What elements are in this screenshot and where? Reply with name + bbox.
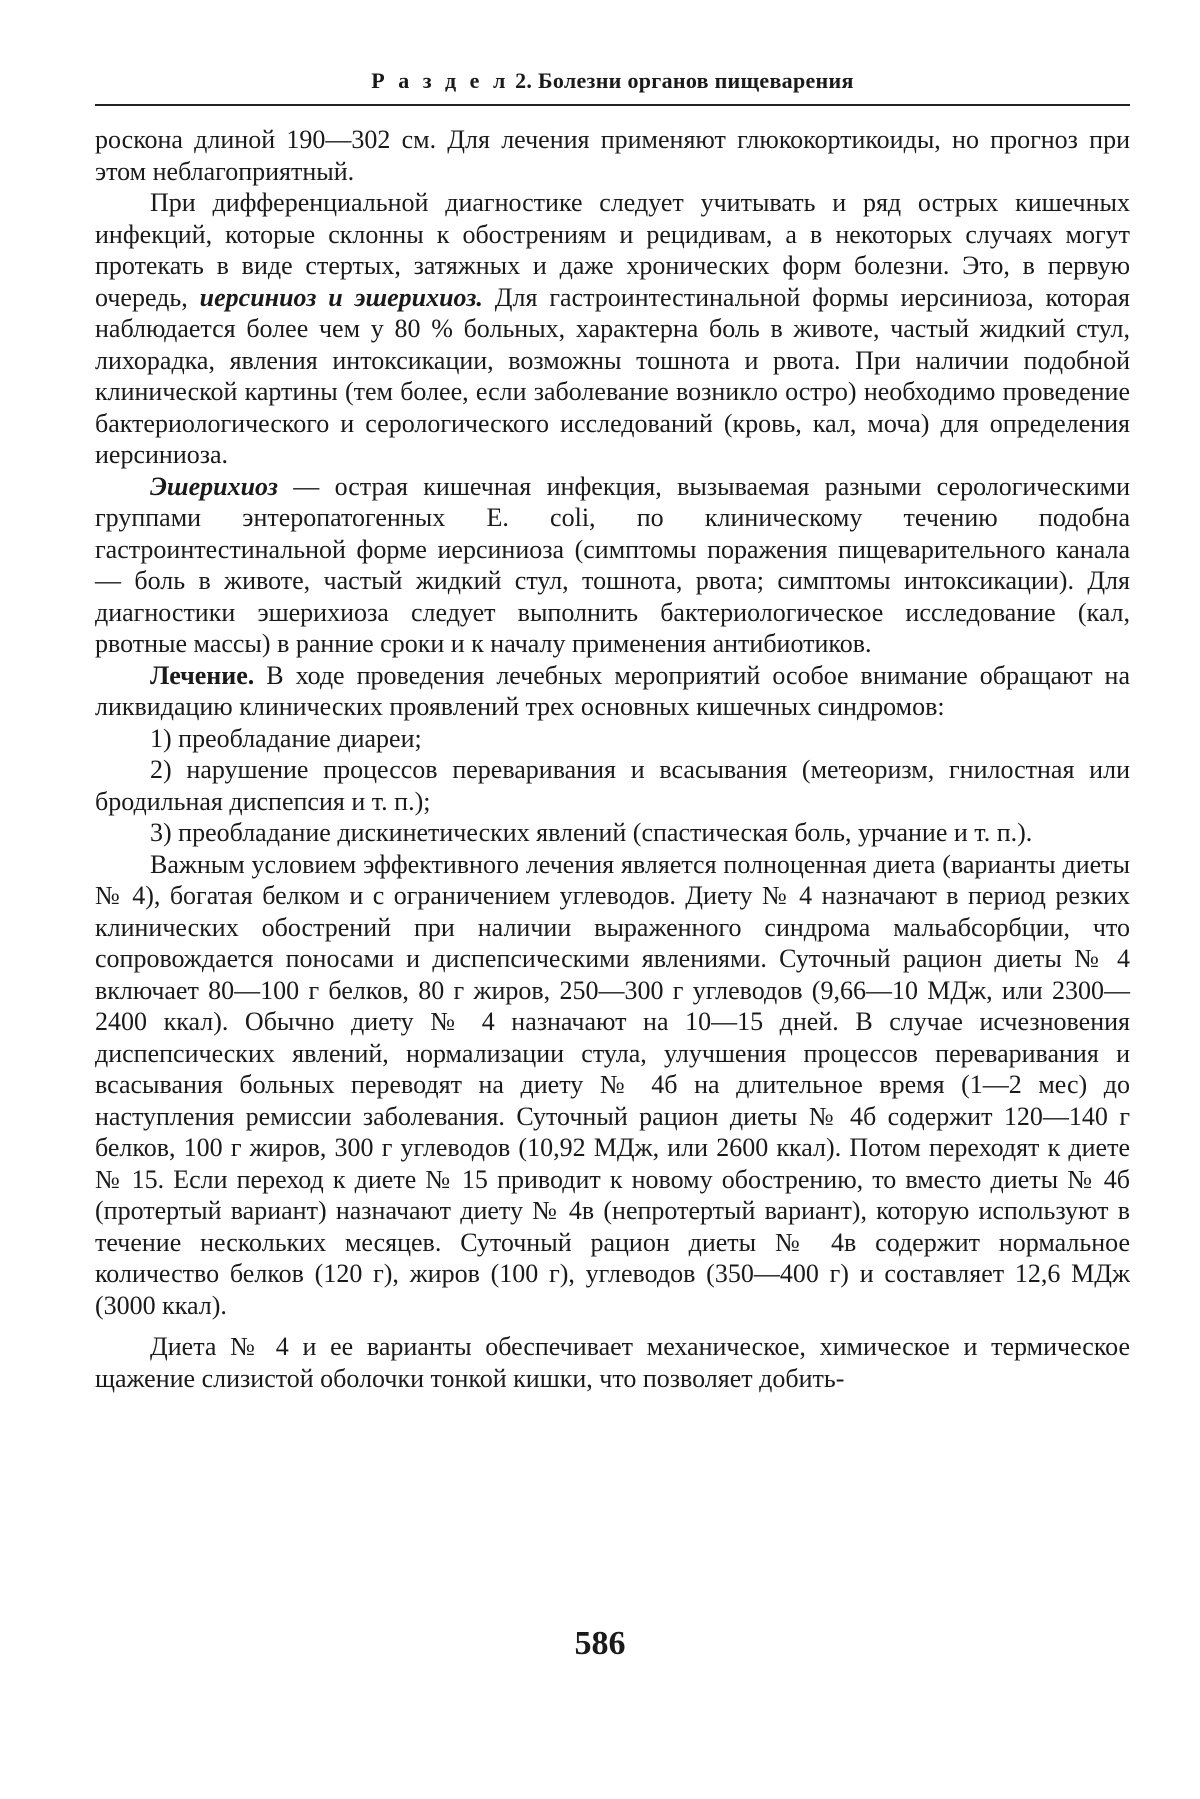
paragraph-continuation: роскона длиной 190—302 см. Для лечения применяют глюкокортикоиды, но прогноз при этом неблагоприятный. (95, 125, 1130, 186)
term-yersiniosis-escherichiosis: иерсиниоз и эшерихиоз. (199, 282, 483, 312)
term-escherichiosis: Эшерихиоз (150, 471, 278, 501)
paragraph-diet-variants: Диета № 4 и ее варианты обеспечивает механическое, химическое и термическое щажение слизистой оболочки тонкой кишки, что позволяет добить- (95, 1332, 1130, 1393)
page-body (95, 124, 1130, 1394)
section-title: 2. Болезни органов пищеварения (515, 68, 854, 93)
paragraph-differential-diagnosis (95, 187, 1130, 471)
paragraph-text: В ходе проведения лечебных мероприятий особое внимание обращают на ликвидацию клинических проявлений трех основных кишечных синдромов: (95, 660, 1130, 721)
header-rule (95, 104, 1130, 106)
running-header (95, 68, 1130, 94)
list-item: 3) преобладание дискинетических явлений (спастическая боль, урчание и т. п.). (150, 818, 1033, 847)
paragraph-diet: Важным условием эффективного лечения является полноценная диета (варианты диеты № 4), богатая белком и с ограничением углеводов. Диету № 4 назначают в период резких клинических обострений при наличии выраженного синдрома мальабсорбции, что сопровождается поносами и диспепсическими явлениями. Суточный рацион диеты № 4 включает 80—100 г белков, 80 г жиров, 250—300 г углеводов (9,66—10 МДж, или 2300—2400 ккал). Обычно диету № 4 назначают на 10—15 дней. В случае исчезновения диспепсических явлений, нормализации стула, улучшения процессов переваривания и всасывания больных переводят на диету № 4б на длительное время (1—2 мес) до наступления ремиссии заболевания. Суточный рацион диеты № 4б содержит 120—140 г белков, 100 г жиров, 300 г углеводов (10,92 МДж, или 2600 ккал). Потом переходят к диете № 15. Если переход к диете № 15 приводит к новому обострению, то вместо диеты № 4б (протертый вариант) назначают диету № 4в (непротертый вариант), которую используют в течение нескольких месяцев. Суточный рацион диеты № 4в содержит нормальное количество белков (120 г), жиров (100 г), углеводов (350—400 г) и составляет 12,6 МДж (3000 ккал). (95, 849, 1130, 1320)
list-item: 1) преобладание диареи; (150, 723, 422, 753)
paragraph-text: При дифференциальной диагностике следует учитывать и ряд острых кишечных инфекций, которые склонны к обострениям и рецидивам, а в некоторых случаях могут протекать в виде стертых, затяжных и даже хронических форм болезни. Это, в первую очередь, (95, 188, 1130, 312)
section-label: Р а з д е л (371, 68, 510, 93)
treatment-heading: Лечение. (150, 660, 255, 690)
page-number: 586 (574, 1625, 626, 1662)
paragraph-text: — острая кишечная инфекция, вызываемая разными серологическими группами энтеропатогенных E. coli, по клиническому течению подобна гастроинтестинальной форме иерсиниоза (симптомы поражения пищеварительного канала — боль в животе, частый жидкий стул, тошнота, рвота; симптомы интоксикации). Для диагностики эшерихиоза следует выполнить бактериологическое исследование (кал, рвотные массы) в ранние сроки и к началу применения антибиотиков. (95, 471, 1130, 658)
paragraph-treatment (95, 660, 1130, 723)
paragraph-text: Для гастроинтестинальной формы иерсиниоза, которая наблюдается более чем у 80 % больных, характерна боль в животе, частый жидкий стул, лихорадка, явления интоксикации, возможны тошнота и рвота. При наличии подобной клинической картины (тем более, если заболевание возникло остро) необходимо проведение бактериологического и серологического исследований (кровь, кал, моча) для определения иерсиниоза. (95, 282, 1130, 469)
paragraph-escherichiosis (95, 471, 1130, 660)
list-item: 2) нарушение процессов переваривания и всасывания (метеоризм, гнилостная или бродильная диспепсия и т. п.); (95, 755, 1130, 816)
